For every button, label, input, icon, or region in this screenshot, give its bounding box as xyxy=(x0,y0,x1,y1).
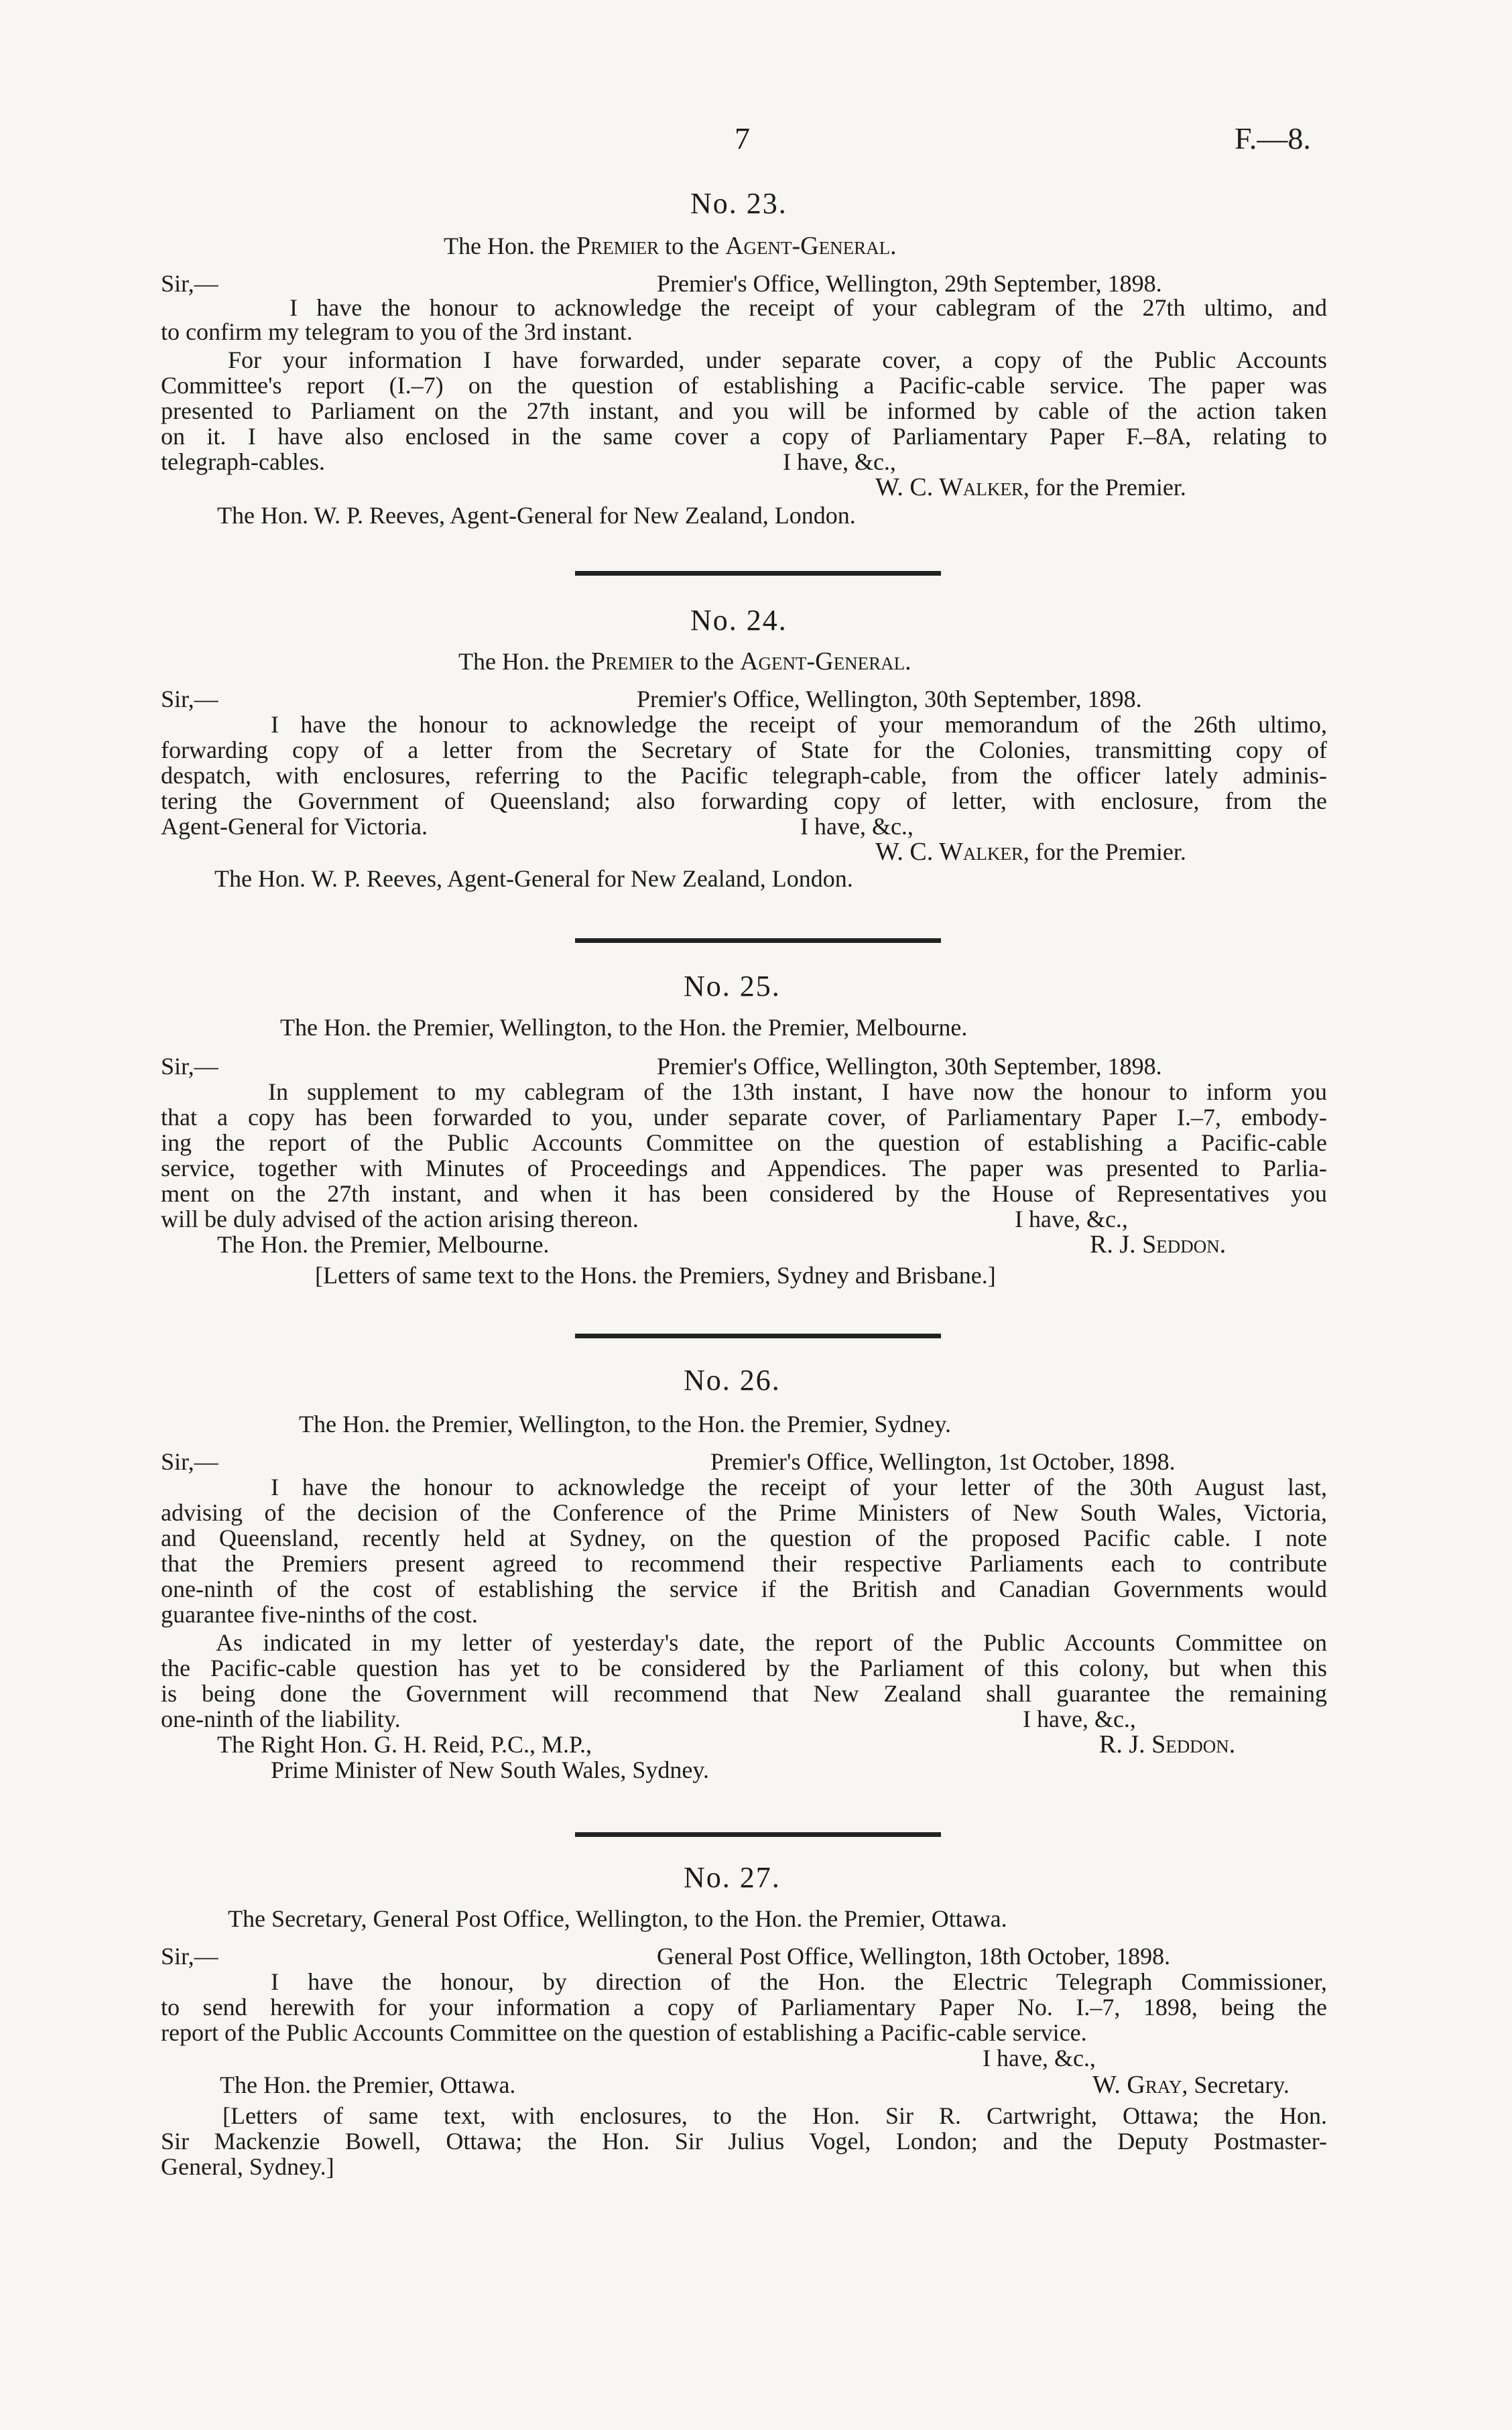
body-line: tering the Government of Queensland; also forwarding copy of letter, with enclosure, from the xyxy=(161,787,1327,814)
body-line: one-ninth of the liability. xyxy=(161,1706,401,1732)
section-divider xyxy=(575,938,941,943)
letter-heading: The Hon. the Premier, Wellington, to the Hon. the Premier, Melbourne. xyxy=(280,1014,968,1041)
letter-heading: The Hon. the Premier, Wellington, to the Hon. the Premier, Sydney. xyxy=(299,1411,952,1437)
body-line: and Queensland, recently held at Sydney, on the question of the proposed Pacific cable. I note xyxy=(161,1525,1327,1551)
letter-number: No. 24. xyxy=(690,604,788,637)
salutation: Sir,— xyxy=(161,1943,218,1970)
addressee: The Hon. the Premier, Ottawa. xyxy=(220,2071,516,2098)
dateline: General Post Office, Wellington, 18th October, 1898. xyxy=(657,1943,1171,1970)
body-line: that the Premiers present agreed to recommend their respective Parliaments each to contribute xyxy=(161,1550,1327,1577)
addressee: The Hon. W. P. Reeves, Agent-General for New Zealand, London. xyxy=(214,865,853,892)
dateline: Premier's Office, Wellington, 30th September, 1898. xyxy=(657,1053,1162,1080)
body-line: guarantee five-ninths of the cost. xyxy=(161,1601,478,1628)
signature: R. J. Seddon. xyxy=(1090,1230,1226,1259)
signature: W. Gray, Secretary. xyxy=(1092,2071,1289,2099)
addressee: The Hon. the Premier, Melbourne. xyxy=(217,1231,550,1258)
body-line: telegraph-cables. xyxy=(161,448,325,475)
letter-number: No. 26. xyxy=(684,1364,781,1397)
dateline: Premier's Office, Wellington, 29th September, 1898. xyxy=(657,270,1162,297)
addressee: The Hon. W. P. Reeves, Agent-General for New Zealand, London. xyxy=(217,502,856,529)
salutation: Sir,— xyxy=(161,270,218,297)
body-line: ing the report of the Public Accounts Committee on the question of establishing a Pacific-cable xyxy=(161,1129,1327,1156)
body-line: despatch, with enclosures, referring to the Pacific telegraph-cable, from the officer lately adminis- xyxy=(161,762,1327,789)
letter-heading: The Hon. the Premier to the Agent-General. xyxy=(458,647,911,676)
closing: I have, &c., xyxy=(783,448,896,475)
body-line: forwarding copy of a letter from the Secretary of State for the Colonies, transmitting copy of xyxy=(161,737,1327,763)
body-line: the Pacific-cable question has yet to be considered by the Parliament of this colony, but when this xyxy=(161,1655,1327,1681)
body-line: advising of the decision of the Conference of the Prime Ministers of New South Wales, Victoria, xyxy=(161,1499,1327,1526)
section-divider xyxy=(575,1334,941,1338)
body-line: presented to Parliament on the 27th instant, and you will be informed by cable of the action taken xyxy=(161,397,1327,424)
salutation: Sir,— xyxy=(161,686,218,712)
body-line: to send herewith for your information a copy of Parliamentary Paper No. I.–7, 1898, being the xyxy=(161,1994,1327,2021)
letter-heading: The Secretary, General Post Office, Wellington, to the Hon. the Premier, Ottawa. xyxy=(228,1905,1007,1932)
salutation: Sir,— xyxy=(161,1448,218,1475)
dateline: Premier's Office, Wellington, 1st October, 1898. xyxy=(710,1448,1176,1475)
body-line: is being done the Government will recommend that New Zealand shall guarantee the remaining xyxy=(161,1680,1327,1707)
closing: I have, &c., xyxy=(983,2045,1096,2071)
body-line: one-ninth of the cost of establishing the service if the British and Canadian Governments would xyxy=(161,1576,1327,1602)
body-line: to confirm my telegram to you of the 3rd instant. xyxy=(161,318,633,345)
salutation: Sir,— xyxy=(161,1053,218,1080)
letter-number: No. 25. xyxy=(684,970,781,1003)
note-line: [Letters of same text, with enclosures, to the Hon. Sir R. Cartwright, Ottawa; the Hon. xyxy=(223,2102,1327,2129)
body-line: Committee's report (I.–7) on the question of establishing a Pacific-cable service. The paper was xyxy=(161,372,1327,399)
body-line: As indicated in my letter of yesterday's date, the report of the Public Accounts Committee on xyxy=(216,1629,1327,1656)
body-line: will be duly advised of the action arising thereon. xyxy=(161,1206,639,1232)
note-line: General, Sydney.] xyxy=(161,2153,334,2180)
closing: I have, &c., xyxy=(800,813,914,840)
body-line: I have the honour to acknowledge the receipt of your memorandum of the 26th ultimo, xyxy=(271,711,1327,738)
body-line: service, together with Minutes of Proceedings and Appendices. The paper was presented to Parlia- xyxy=(161,1155,1327,1181)
letter-heading: The Hon. the Premier to the Agent-General. xyxy=(444,232,897,260)
letter-number: No. 27. xyxy=(684,1861,781,1894)
body-line: that a copy has been forwarded to you, under separate cover, of Parliamentary Paper I.–7, embody- xyxy=(161,1104,1327,1131)
page-number: 7 xyxy=(735,121,750,155)
body-line: In supplement to my cablegram of the 13th instant, I have now the honour to inform you xyxy=(268,1078,1327,1105)
closing: I have, &c., xyxy=(1015,1206,1128,1232)
body-line: I have the honour, by direction of the Hon. the Electric Telegraph Commissioner, xyxy=(271,1968,1327,1995)
body-line: I have the honour to acknowledge the receipt of your cablegram of the 27th ultimo, and xyxy=(290,294,1327,321)
signature: R. J. Seddon. xyxy=(1099,1730,1236,1758)
signature: W. C. Walker, for the Premier. xyxy=(875,838,1186,866)
letter-number: No. 23. xyxy=(690,187,788,220)
addressee-line-2: Prime Minister of New South Wales, Sydney. xyxy=(271,1756,710,1783)
signature: W. C. Walker, for the Premier. xyxy=(875,473,1186,501)
body-line: For your information I have forwarded, under separate cover, a copy of the Public Accounts xyxy=(228,346,1327,373)
document-reference: F.—8. xyxy=(1235,121,1311,155)
body-line: Agent-General for Victoria. xyxy=(161,813,428,840)
body-line: I have the honour to acknowledge the receipt of your letter of the 30th August last, xyxy=(271,1474,1327,1500)
section-divider xyxy=(575,1832,941,1837)
closing: I have, &c., xyxy=(1023,1706,1136,1732)
section-divider xyxy=(575,571,941,576)
note: [Letters of same text to the Hons. the Premiers, Sydney and Brisbane.] xyxy=(315,1262,996,1289)
body-line: on it. I have also enclosed in the same cover a copy of Parliamentary Paper F.–8A, relating to xyxy=(161,423,1327,450)
body-line: report of the Public Accounts Committee on the question of establishing a Pacific-cable service. xyxy=(161,2019,1087,2046)
dateline: Premier's Office, Wellington, 30th September, 1898. xyxy=(637,686,1142,712)
note-line: Sir Mackenzie Bowell, Ottawa; the Hon. Sir Julius Vogel, London; and the Deputy Postmaster- xyxy=(161,2128,1327,2155)
body-line: ment on the 27th instant, and when it has been considered by the House of Representatives you xyxy=(161,1180,1327,1207)
addressee: The Right Hon. G. H. Reid, P.C., M.P., xyxy=(217,1731,592,1758)
